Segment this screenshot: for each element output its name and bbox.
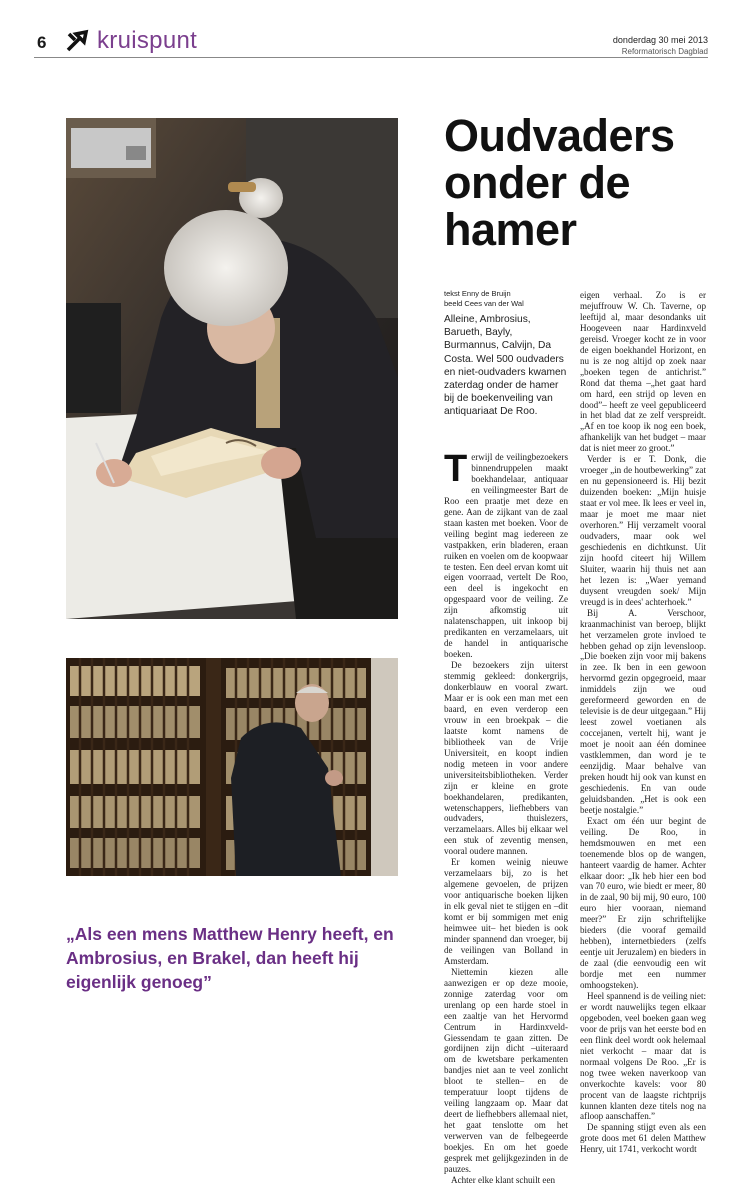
paragraph: De bezoekers zijn uiterst stemmig gekleed: donkergrijs, donkerblauw en vooral zwart. Maar er is ook een man met een baard, en even verderop een vrouw in een broekpak – die laatste komt namens de bibliotheek van de Vrije Universiteit, en koopt indien nodig meteen in voor andere universiteitsbibliotheken. Verder zijn er kleine en grote boekhandelaren, predikanten, wetenschappers, liefhebbers van oudvaders, thuislezers, verzamelaars. Alles bij elkaar wel een stuk of zeventig mensen, vooral oudere mannen.: [444, 660, 568, 857]
paragraph: Verder is er T. Donk, die vroeger „in de houtbewerking” zat en nu gepensioneerd is. Hij bezit duizenden boeken: „Mijn huisje staat er vol mee. Ik lees er veel in, maar je moet me maar niet overhoren.” Hij verzamelt vooral oudvaders, maar ook wel geschiedenis en dichtkunst. Uit zijn hoofd citeert hij Willem Sluiter, waarin hij thuis net aan het lezen is: „Waer yemand duysent vreugden soek/ Mijn vreugd is in dees' achterhoek.”: [580, 454, 706, 607]
article-column-2: [580, 290, 706, 1155]
paragraph: Exact om één uur begint de veiling. De Roo, in hemdsmouwen en met een toenemende blos op de wangen, hanteert vaardig de hamer. Achter elkaar door: „Ik heb hier een bod van 70 euro, wie biedt er meer, 80 in de zaal, 90 bij mij, 90 euro, 100 euro hier vooraan, niemand meer?” Er zijn schriftelijke bieders (die vooraf gemaild hebben), internetbieders (zelfs eentje uit Jeruzalem) en bieders in de zaal (die eenvoudig een wit bordje met een nummer omhoogsteken).: [580, 815, 706, 991]
paragraph: Terwijl de veilingbezoekers binnendruppelen maakt boekhandelaar, antiquaar en veilingmeester Bart de Roo een praatje met deze en gene. Aan de zijkant van de zaal staan kasten met boeken. Voor de veiling begint mag iedereen ze vastpakken, erin bladeren, eraan ruiken en voelen om de koopwaar te testen. Een deel ervan komt uit eigen voorraad, vertelt De Roo, een deel is ingekocht en opgespaard voor de veiling. Ze zijn afkomstig uit nalatenschappen, uit inkoop bij predikanten en verzamelaars, uit de handel in antiquarische boeken.: [444, 448, 568, 660]
paragraph: Achter elke klant schuilt een: [451, 1174, 556, 1185]
byline-text: tekst Enny de Bruijn: [444, 289, 511, 298]
issue-date: donderdag 30 mei 2013: [612, 35, 708, 45]
page-number: 6: [37, 33, 47, 52]
byline-photo: beeld Cees van der Wal: [444, 299, 524, 308]
paragraph: eigen verhaal. Zo is er mejuffrouw W. Ch. Taverne, op leeftijd al, maar desondanks uit Hoogeveen naar Hardinxveld gereisd. Vroeger kocht ze in voor de eigen boekhandel Horizont, en nu is ze nog altijd op zoek naar „boeken tegen de antichrist.” Rond dat thema –„het gaat hard om hard, een strijd op leven en dood”– heeft ze veel gepubliceerd in het blad dat ze zelf verspreidt. „Af en toe koop ik nog een boek, afhankelijk van het budget – maar dat is niet meer zo groot.”: [580, 290, 706, 454]
issue-date-block: [613, 34, 708, 58]
intro-paragraph: Alleine, Ambrosius, Barueth, Bayly, Burmannus, Calvijn, Da Costa. Wel 500 oudvaders en niet-oudvaders kwamen zaterdag onder de hamer bij de boekenveiling van antiquariaat De Roo.: [444, 314, 567, 418]
article-column-1: [444, 448, 568, 1186]
drop-cap: T: [444, 448, 468, 490]
headline: Oudvaders onder de hamer: [444, 110, 675, 255]
paragraph: Bij A. Verschoor, kraanmachinist van beroep, blijkt het verzamelen grote invloed te hebben gehad op zijn levensloop. „Die boeken zijn voor mij bakens in zee. Ik ben in een gewoon hervormd gezin opgegroeid, maar inmiddels zijn we oud gereformeerd geworden en de televisie is de deur uitgegaan.” Hij leest zowel voetianen als coccejanen, vertelt hij, want je moet je nooit aan één dominee vastklemmen, dan word je te eenzijdig. Maar behalve van preken houdt hij ook van kunst en geschiedenis. En van oude geluidsbanden. „Het is ook een beetje nostalgie.”: [580, 607, 706, 815]
paragraph: Er komen weinig nieuwe verzamelaars bij, zo is het algemene gevoelen, de prijzen voor antiquarische boeken lijken in elk geval niet te stijgen en –dit komt er bij sommigen met enig heimwee uit– het bieden is ook minder spannend dan vroeger, bij de veilingen van Bolland in Amsterdam.: [444, 857, 568, 966]
paragraph: Heel spannend is de veiling niet: er wordt nauwelijks tegen elkaar opgeboden, veel boeken gaan weg voor de prijs van het eerste bod en een flink deel wordt ook helemaal niet verkocht – maar dat is normaal volgens De Roo. „Er is nog twee weken naverkoop van onverkochte kavels: voor 80 procent van de laagste richtprijs kunnen klanten deze titels nog na afloop aanschaffen.”: [580, 991, 706, 1122]
paragraph: De spanning stijgt even als een grote doos met 61 delen Matthew Henry, uit 1741, verkocht wordt: [580, 1122, 706, 1155]
byline: [444, 289, 566, 309]
photo-man-at-bookshelf: [66, 658, 398, 876]
section-title: kruispunt: [97, 27, 198, 54]
header-rule: [34, 57, 708, 58]
page-header: [0, 0, 738, 60]
crossroads-arrow-icon: [66, 30, 88, 52]
newspaper-name: Reformatorisch Dagblad: [621, 47, 708, 56]
photo-woman-writing-at-book: [66, 118, 398, 619]
paragraph: Niettemin kiezen alle aanwezigen er op deze mooie, zonnige zaterdag voor om urenlang op een harde stoel in een zaaltje van het Hervormd Centrum in Hardinxveld-Giessendam te gaan zitten. De gordijnen zijn dicht –uiteraard om de kwetsbare perkamenten bandjes niet aan te veel zonlicht bloot te stellen– en de temperatuur loopt tijdens de veiling langzaam op. Maar dat deert de liefhebbers allemaal niet, het gaat tenslotte om het verwerven van de felbegeerde boekjes. En om het goede gesprek met gelijkgezinden in de pauzes.: [444, 966, 568, 1174]
pull-quote: „Als een mens Matthew Henry heeft, en Ambrosius, en Brakel, dan heeft hij eigenlijk genoeg”: [66, 924, 394, 992]
